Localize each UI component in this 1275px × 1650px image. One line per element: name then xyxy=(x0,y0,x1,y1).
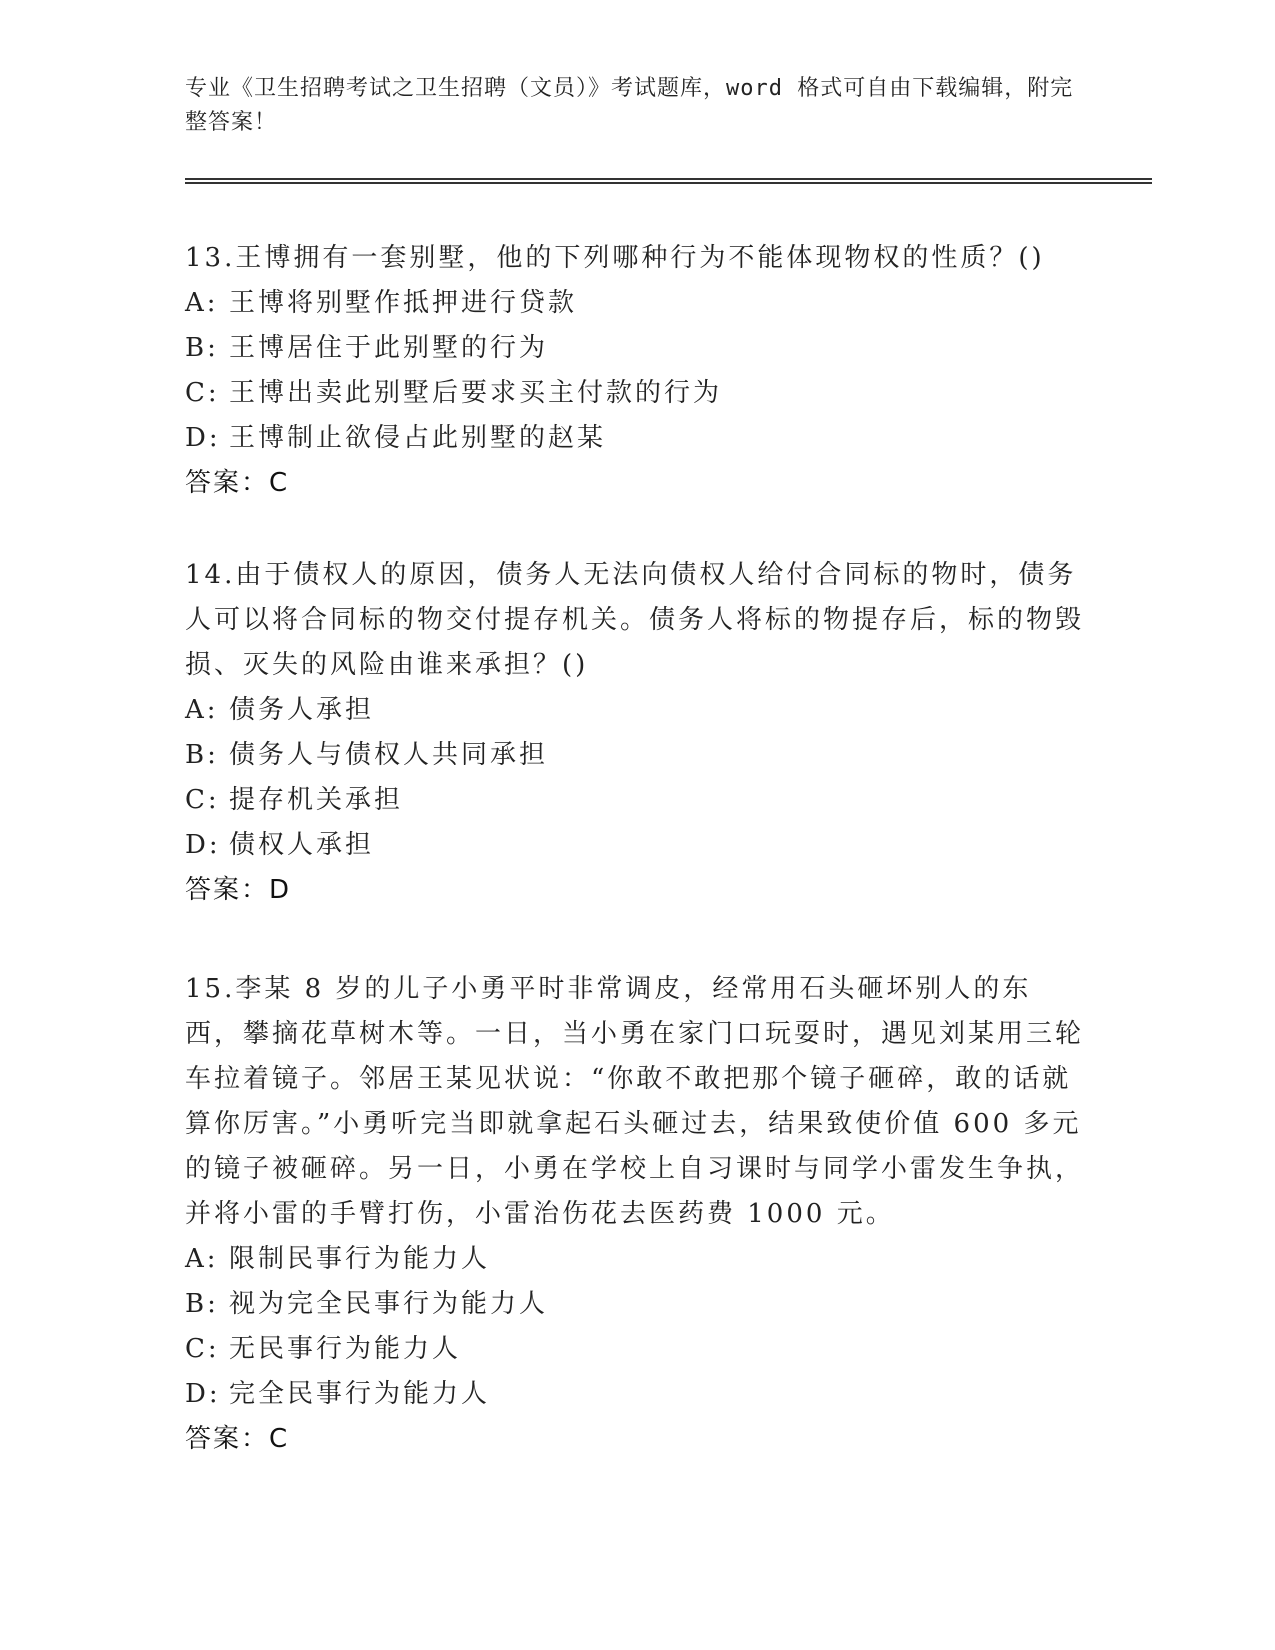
option-letter: B: xyxy=(185,333,219,363)
option-text: 提存机关承担 xyxy=(229,785,404,815)
option-letter: C: xyxy=(185,1334,220,1364)
question-13 xyxy=(185,236,1085,506)
option-a xyxy=(185,1237,1085,1282)
option-b xyxy=(185,1282,1085,1327)
option-text: 无民事行为能力人 xyxy=(229,1334,462,1364)
option-text: 王博将别墅作抵押进行贷款 xyxy=(229,288,578,318)
option-text: 债务人承担 xyxy=(229,695,375,725)
question-15 xyxy=(185,967,1085,1462)
option-a xyxy=(185,281,1085,326)
option-text: 限制民事行为能力人 xyxy=(229,1244,491,1274)
option-b xyxy=(185,326,1085,371)
option-d xyxy=(185,1372,1085,1417)
option-letter: D: xyxy=(185,423,221,453)
option-letter: A: xyxy=(185,1244,219,1274)
option-text: 王博居住于此别墅的行为 xyxy=(229,333,549,363)
option-c xyxy=(185,1327,1085,1372)
question-stem: 13.王博拥有一套别墅，他的下列哪种行为不能体现物权的性质？() xyxy=(185,243,1045,273)
option-text: 完全民事行为能力人 xyxy=(229,1379,491,1409)
option-letter: B: xyxy=(185,740,219,770)
option-c xyxy=(185,371,1085,416)
option-letter: D: xyxy=(185,1379,221,1409)
question-14 xyxy=(185,553,1085,913)
option-c xyxy=(185,778,1085,823)
option-text: 王博出卖此别墅后要求买主付款的行为 xyxy=(229,378,723,408)
option-letter: A: xyxy=(185,288,219,318)
option-letter: C: xyxy=(185,378,220,408)
option-letter: B: xyxy=(185,1289,219,1319)
option-letter: C: xyxy=(185,785,220,815)
option-d xyxy=(185,823,1085,868)
answer-line: 答案：C xyxy=(185,468,290,498)
question-stem: 14.由于债权人的原因，债务人无法向债权人给付合同标的物时，债务人可以将合同标的物交付提存机关。债务人将标的物提存后，标的物毁损、灭失的风险由谁来承担？() xyxy=(185,560,1085,680)
option-text: 债权人承担 xyxy=(229,830,375,860)
option-b xyxy=(185,733,1085,778)
option-text: 视为完全民事行为能力人 xyxy=(229,1289,549,1319)
option-d xyxy=(185,416,1085,461)
option-a xyxy=(185,688,1085,733)
question-stem: 15.李某 8 岁的儿子小勇平时非常调皮，经常用石头砸坏别人的东西，攀摘花草树木等。一日，当小勇在家门口玩耍时，遇见刘某用三轮车拉着镜子。邻居王某见状说：“你敢不敢把那个镜子砸碎，敢的话就算你厉害。”小勇听完当即就拿起石头砸过去，结果致使价值 600 多元的镜子被砸碎。另一日，小勇在学校上自习课时与同学小雷发生争执，并将小雷的手臂打伤，小雷治伤花去医药费 1000 元。 xyxy=(185,974,1085,1229)
answer-line: 答案：D xyxy=(185,875,292,905)
option-text: 王博制止欲侵占此别墅的赵某 xyxy=(229,423,607,453)
header-divider xyxy=(185,178,1152,184)
option-text: 债务人与债权人共同承担 xyxy=(229,740,549,770)
document-header: 专业《卫生招聘考试之卫生招聘（文员）》考试题库，word 格式可自由下载编辑，附完整答案！ xyxy=(185,76,1074,135)
option-letter: A: xyxy=(185,695,219,725)
answer-line: 答案：C xyxy=(185,1424,290,1454)
option-letter: D: xyxy=(185,830,221,860)
